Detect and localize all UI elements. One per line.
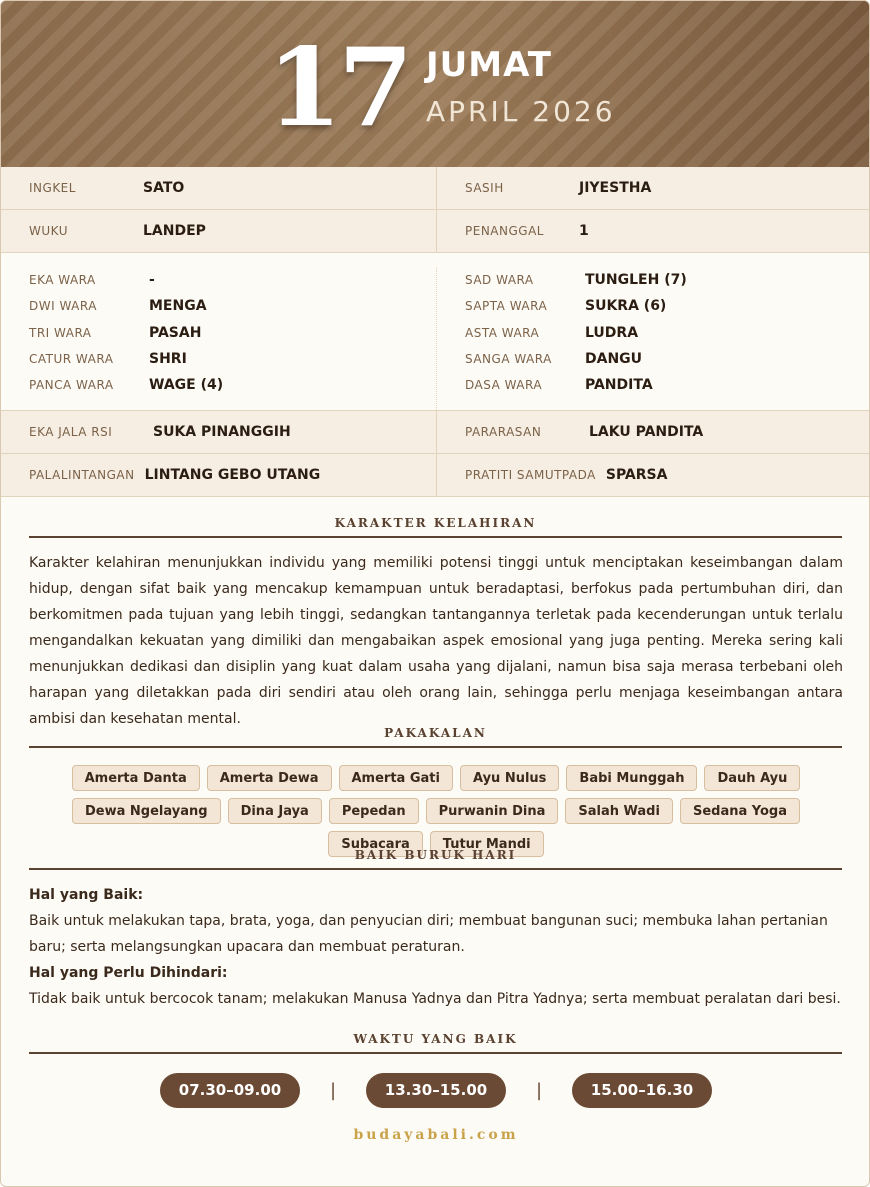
pararasan-label: PARARASAN — [465, 425, 542, 439]
wara-value: LUDRA — [585, 324, 639, 341]
wara-value: SUKRA (6) — [585, 298, 667, 315]
palalintangan-cell — [1, 454, 436, 496]
wara-row — [29, 293, 436, 319]
wara-value: WAGE (4) — [149, 377, 224, 394]
pakakalan-chip: Dewa Ngelayang — [72, 798, 221, 824]
pakakalan-chip: Sedana Yoga — [680, 798, 800, 824]
pakakalan-chip: Purwanin Dina — [426, 798, 559, 824]
wara-right-column — [436, 267, 870, 410]
karakter-title: KARAKTER KELAHIRAN — [29, 516, 842, 538]
site-footer[interactable]: budayabali.com — [353, 1127, 519, 1143]
good-text: Baik untuk melakukan tapa, brata, yoga, dan penyucian diri; membuat bangunan suci; membuka lahan pertanian baru; serta melangsungkan upacara dan membuat peraturan. — [29, 913, 828, 955]
wara-value: - — [149, 272, 155, 289]
pakakalan-chip: Pepedan — [329, 798, 419, 824]
wara-row — [465, 320, 870, 346]
wara-label: SAPTA WARA — [465, 299, 548, 314]
pakakalan-chip: Tutur Mandi — [430, 831, 544, 857]
sasih-cell — [436, 167, 870, 209]
wara-label: SANGA WARA — [465, 352, 552, 367]
pakakalan-chip: Dauh Ayu — [704, 765, 800, 791]
wara-value: TUNGLEH (7) — [585, 272, 687, 289]
pararasan-cell — [436, 411, 870, 453]
wara-value: MENGA — [149, 298, 207, 315]
baik-buruk-content — [29, 882, 843, 1012]
wara-label: SAD WARA — [465, 273, 534, 288]
sasih-label: SASIH — [465, 181, 504, 195]
pakakalan-chip: Amerta Dewa — [207, 765, 332, 791]
pakakalan-chip: Ayu Nulus — [460, 765, 559, 791]
pakakalan-chip: Amerta Gati — [339, 765, 453, 791]
date-header — [1, 1, 870, 167]
wara-row — [465, 267, 870, 293]
time-slot-pill: 13.30–15.00 — [366, 1073, 506, 1108]
time-separator: | — [535, 1080, 543, 1101]
pakakalan-chip: Amerta Danta — [72, 765, 200, 791]
baik-buruk-title: BAIK BURUK HARI — [29, 848, 842, 870]
wara-label: PANCA WARA — [29, 378, 114, 393]
good-heading: Hal yang Baik: — [29, 887, 144, 903]
wara-row — [29, 346, 436, 372]
wara-value: SHRI — [149, 351, 187, 368]
bad-heading: Hal yang Perlu Dihindari: — [29, 965, 228, 981]
wara-row — [465, 346, 870, 372]
info-row-wuku-penanggal — [1, 210, 870, 253]
wara-row — [29, 372, 436, 398]
info-row-palalintangan-pratiti — [1, 454, 870, 497]
penanggal-value: 1 — [579, 223, 589, 239]
wara-value: PASAH — [149, 324, 202, 341]
pratiti-cell — [436, 454, 870, 496]
wara-label: TRI WARA — [29, 325, 92, 340]
eka-jala-rsi-label: EKA JALA RSI — [29, 425, 113, 439]
wara-row — [29, 320, 436, 346]
wuku-label: WUKU — [29, 224, 68, 238]
time-slot-pill: 15.00–16.30 — [572, 1073, 712, 1108]
penanggal-cell — [436, 210, 870, 252]
ingkel-value: SATO — [143, 180, 185, 196]
pakakalan-title: PAKAKALAN — [29, 726, 842, 748]
wara-row — [29, 267, 436, 293]
pararasan-value: LAKU PANDITA — [589, 424, 704, 440]
sasih-value: JIYESTHA — [579, 180, 652, 196]
pakakalan-chip: Dina Jaya — [228, 798, 322, 824]
karakter-text: Karakter kelahiran menunjukkan individu yang memiliki potensi tinggi untuk menciptakan keseimbangan dalam hidup, dengan sifat baik yang mencakup kemampuan untuk beradaptasi, berfokus pada pertumbuhan diri, dan berkomitmen pada tujuan yang lebih tinggi, sedangkan tantangannya terletak pada kecenderungan untuk terlalu mengandalkan kekuatan yang dimiliki dan mengabaikan aspek emosional yang juga penting. Mereka sering kali menunjukkan dedikasi dan disiplin yang kuat dalam usaha yang dijalani, namun bisa saja merasa terbebani oleh harapan yang diletakkan pada diri sendiri atau oleh orang lain, sehingga perlu menjaga keseimbangan antara ambisi dan kesehatan mental. — [29, 555, 843, 727]
bad-text: Tidak baik untuk bercocok tanam; melakukan Manusa Yadnya dan Pitra Yadnya; serta membuat peralatan dari besi. — [29, 991, 841, 1007]
pratiti-label: PRATITI SAMUTPADA — [465, 468, 596, 482]
wara-row — [465, 372, 870, 398]
pakakalan-chip: Babi Munggah — [566, 765, 697, 791]
pakakalan-chip: Salah Wadi — [565, 798, 673, 824]
eka-jala-rsi-value: SUKA PINANGGIH — [153, 424, 291, 440]
day-name: JUMAT — [426, 45, 552, 85]
time-separator: | — [329, 1080, 337, 1101]
wara-label: DWI WARA — [29, 299, 97, 314]
info-row-ingkel-sasih — [1, 167, 870, 210]
ingkel-label: INGKEL — [29, 181, 76, 195]
wara-label: EKA WARA — [29, 273, 96, 288]
pakakalan-list — [29, 765, 843, 857]
wara-value: DANGU — [585, 351, 643, 368]
wara-label: DASA WARA — [465, 378, 543, 393]
penanggal-label: PENANGGAL — [465, 224, 544, 238]
palalintangan-label: PALALINTANGAN — [29, 468, 135, 482]
wara-row — [465, 293, 870, 319]
wuku-value: LANDEP — [143, 223, 206, 239]
info-row-ekajala-pararasan — [1, 411, 870, 454]
wara-left-column — [1, 267, 436, 410]
ingkel-cell — [1, 167, 436, 209]
eka-jala-rsi-cell — [1, 411, 436, 453]
wara-label: CATUR WARA — [29, 352, 114, 367]
month-year: APRIL 2026 — [426, 95, 616, 128]
time-slot-pill: 07.30–09.00 — [160, 1073, 300, 1108]
waktu-title: WAKTU YANG BAIK — [29, 1032, 842, 1054]
wuku-cell — [1, 210, 436, 252]
wara-value: PANDITA — [585, 377, 653, 394]
day-number: 17 — [267, 25, 410, 151]
pratiti-value: SPARSA — [605, 467, 668, 483]
palalintangan-value: LINTANG GEBO UTANG — [144, 467, 321, 483]
pakakalan-chip: Subacara — [328, 831, 422, 857]
wara-table — [1, 253, 870, 411]
wara-label: ASTA WARA — [465, 325, 540, 340]
waktu-slots — [1, 1073, 870, 1108]
